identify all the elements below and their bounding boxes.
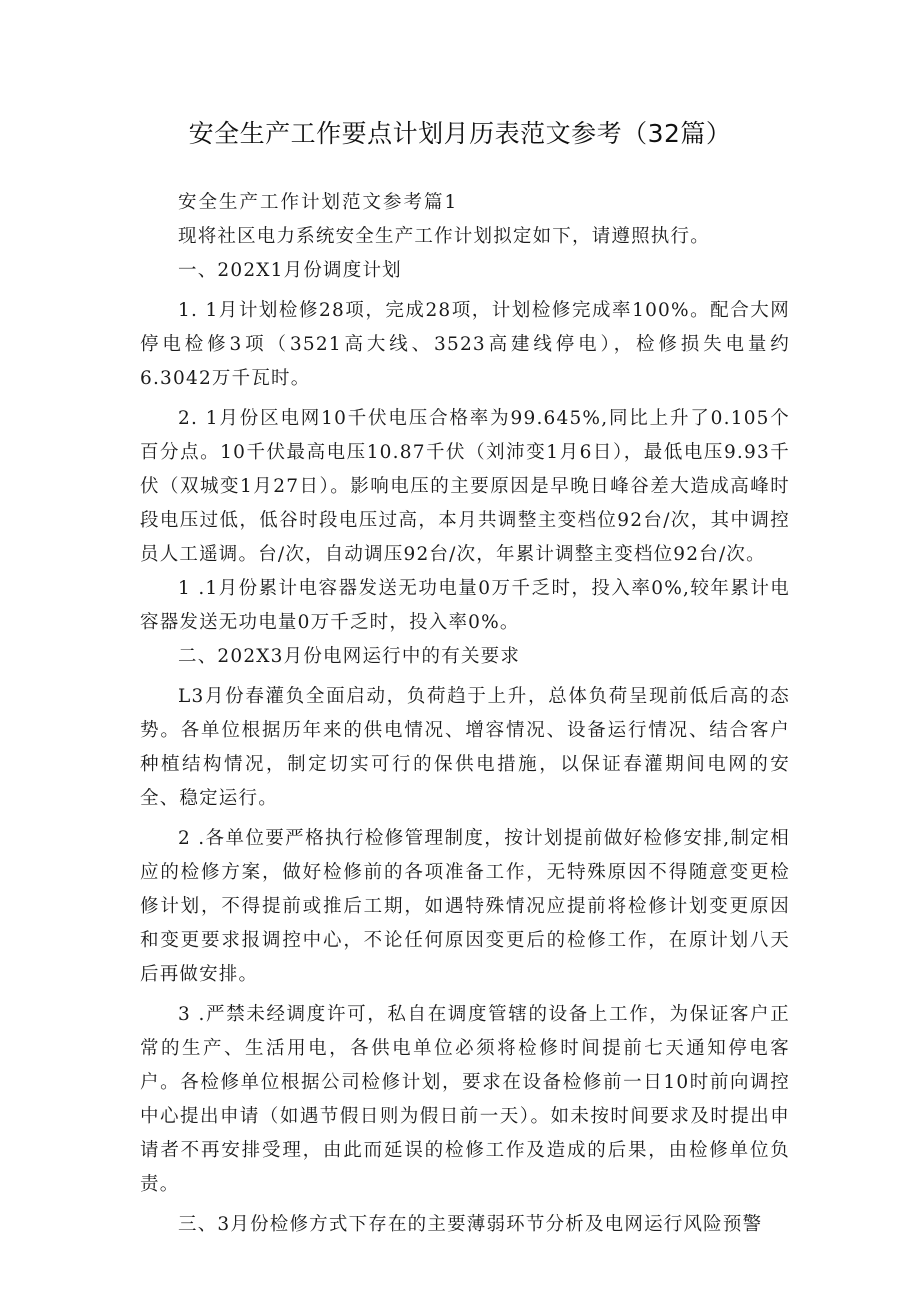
paragraph-req-3: 3 .严禁未经调度许可，私自在调度管辖的设备上工作，为保证客户正常的生产、生活用电，各供电单位必须将检修时间提前七天通知停电客户。各检修单位根据公司检修计划，要求在设备检修前一日10时前向调控中心提出申请（如遇节假日则为假日前一天）。如未按时间要求及时提出申请者不再安排受理，由此而延误的检修工作及造成的后果，由检修单位负责。 — [140, 1004, 790, 1195]
paragraph-req-1: L3月份春灌负全面启动，负荷趋于上升，总体负荷呈现前低后高的态势。各单位根据历年来的供电情况、增容情况、设备运行情况、结合客户种植结构情况，制定切实可行的保供电措施，以保证春灌期间电网的安全、稳定运行。 — [140, 686, 790, 809]
document-body — [140, 186, 790, 1242]
document-title: 安全生产工作要点计划月历表范文参考（32篇） — [188, 119, 732, 148]
intro-paragraph: 现将社区电力系统安全生产工作计划拟定如下，请遵照执行。 — [178, 226, 710, 247]
section-heading-2: 二、202X3月份电网运行中的有关要求 — [178, 646, 521, 667]
paragraph-item-2: 2. 1月份区电网10千伏电压合格率为99.645%,同比上升了0.105个百分点。10千伏最高电压10.87千伏（刘沛变1月6日），最低电压9.93千伏（双城变1月27日）。影响电压的主要原因是早晚日峰谷差大造成高峰时段电压过低，低谷时段电压过高，本月共调整主变档位92台/次，其中调控员人工遥调。台/次，自动调压92台/次，年累计调整主变档位92台/次。 — [140, 408, 790, 565]
article-heading: 安全生产工作计划范文参考篇1 — [178, 192, 459, 213]
section-heading-3: 三、3月份检修方式下存在的主要薄弱环节分析及电网运行风险预警 — [178, 1214, 763, 1235]
section-heading-1: 一、202X1月份调度计划 — [178, 260, 402, 281]
paragraph-item-1: 1. 1月计划检修28项，完成28项，计划检修完成率100%。配合大网停电检修3项（3521高大线、3523高建线停电），检修损失电量约6.3042万千瓦时。 — [140, 300, 790, 389]
paragraph-item-3: 1 .1月份累计电容器发送无功电量0万千乏时，投入率0%,较年累计电容器发送无功电量0万千乏时，投入率0%。 — [140, 578, 790, 633]
paragraph-req-2: 2 .各单位要严格执行检修管理制度，按计划提前做好检修安排,制定相应的检修方案，做好检修前的各项准备工作，无特殊原因不得随意变更检修计划，不得提前或推后工期，如遇特殊情况应提前将检修计划变更原因和变更要求报调控中心，不论任何原因变更后的检修工作，在原计划八天后再做安排。 — [140, 828, 790, 985]
